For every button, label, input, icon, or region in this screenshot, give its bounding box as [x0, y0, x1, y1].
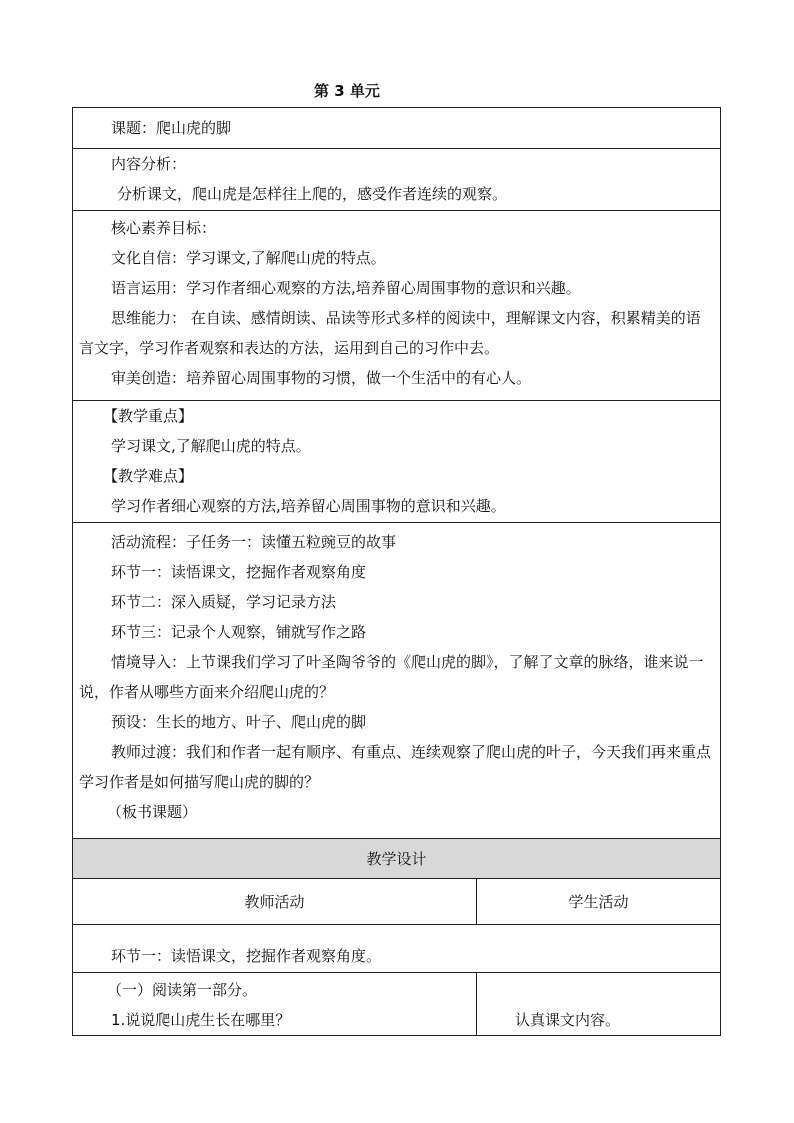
- content-analysis-row: [73, 149, 720, 211]
- activity-row: [73, 523, 720, 839]
- content-analysis-text: 分析课文，爬山虎是怎样往上爬的，感受作者连续的观察。: [117, 185, 508, 203]
- difficulty-label: 【教学难点】: [103, 467, 194, 485]
- activity-line: 情境导入：上节课我们学习了叶圣陶爷爷的《爬山虎的脚》，了解了文章的脉络，谁来说一说，作者从哪些方面来介绍爬山虎的？: [79, 653, 704, 701]
- student-cell: [477, 973, 720, 1035]
- design-header: 教学设计: [73, 839, 720, 879]
- student-activity-header: 学生活动: [568, 893, 629, 911]
- student1-text: 认真课文内容。: [515, 1011, 621, 1029]
- activity-line: （板书课题）: [107, 803, 198, 821]
- lesson-title: 课题：爬山虎的脚: [111, 119, 232, 137]
- core-goals-label: 核心素养目标：: [111, 219, 217, 237]
- content-analysis-label: 内容分析：: [111, 155, 187, 173]
- activity-line: 预设：生长的地方、叶子、爬山虎的脚: [111, 713, 367, 731]
- focus-text: 学习课文,了解爬山虎的特点。: [111, 437, 311, 455]
- part1-text: （一）阅读第一部分。: [107, 981, 258, 999]
- difficulty-text: 学习作者细心观察的方法,培养留心周围事物的意识和兴趣。: [111, 497, 506, 515]
- teacher-cell: [73, 973, 477, 1035]
- key-points-row: [73, 401, 720, 523]
- activity-line: 活动流程：子任务一：读懂五粒豌豆的故事: [111, 533, 397, 551]
- focus-label: 【教学重点】: [103, 407, 194, 425]
- activity-line: 环节一：读悟课文，挖掘作者观察角度: [111, 563, 367, 581]
- lesson-plan-table: [72, 107, 721, 1036]
- section1-text: 环节一：读悟课文，挖掘作者观察角度。: [111, 947, 382, 965]
- goal-item: 语言运用：学习作者细心观察的方法,培养留心周围事物的意识和兴趣。: [111, 279, 581, 297]
- question1-text: 1.说说爬山虎生长在哪里？: [111, 1011, 291, 1029]
- activity-line: 教师过渡：我们和作者一起有顺序、有重点、连续观察了爬山虎的叶子，今天我们再来重点学习作者是如何描写爬山虎的脚的？: [79, 743, 712, 791]
- part1-row: [73, 973, 720, 1035]
- goal-item: 文化自信：学习课文,了解爬山虎的特点。: [111, 249, 386, 267]
- column-header-row: [73, 879, 720, 925]
- section1-row: [73, 925, 720, 973]
- goal-item: 思维能力： 在自读、感情朗读、品读等形式多样的阅读中，理解课文内容，积累精美的语言文字，学习作者观察和表达的方法，运用到自己的习作中去。: [79, 309, 701, 357]
- unit-title: 第 3 单元: [314, 82, 380, 100]
- goal-item: 审美创造：培养留心周围事物的习惯，做一个生活中的有心人。: [111, 369, 532, 387]
- activity-line: 环节三：记录个人观察，铺就写作之路: [111, 623, 367, 641]
- lesson-title-row: [73, 108, 720, 149]
- teacher-activity-header: 教师活动: [73, 879, 477, 925]
- core-goals-row: [73, 211, 720, 401]
- activity-line: 环节二：深入质疑，学习记录方法: [111, 593, 337, 611]
